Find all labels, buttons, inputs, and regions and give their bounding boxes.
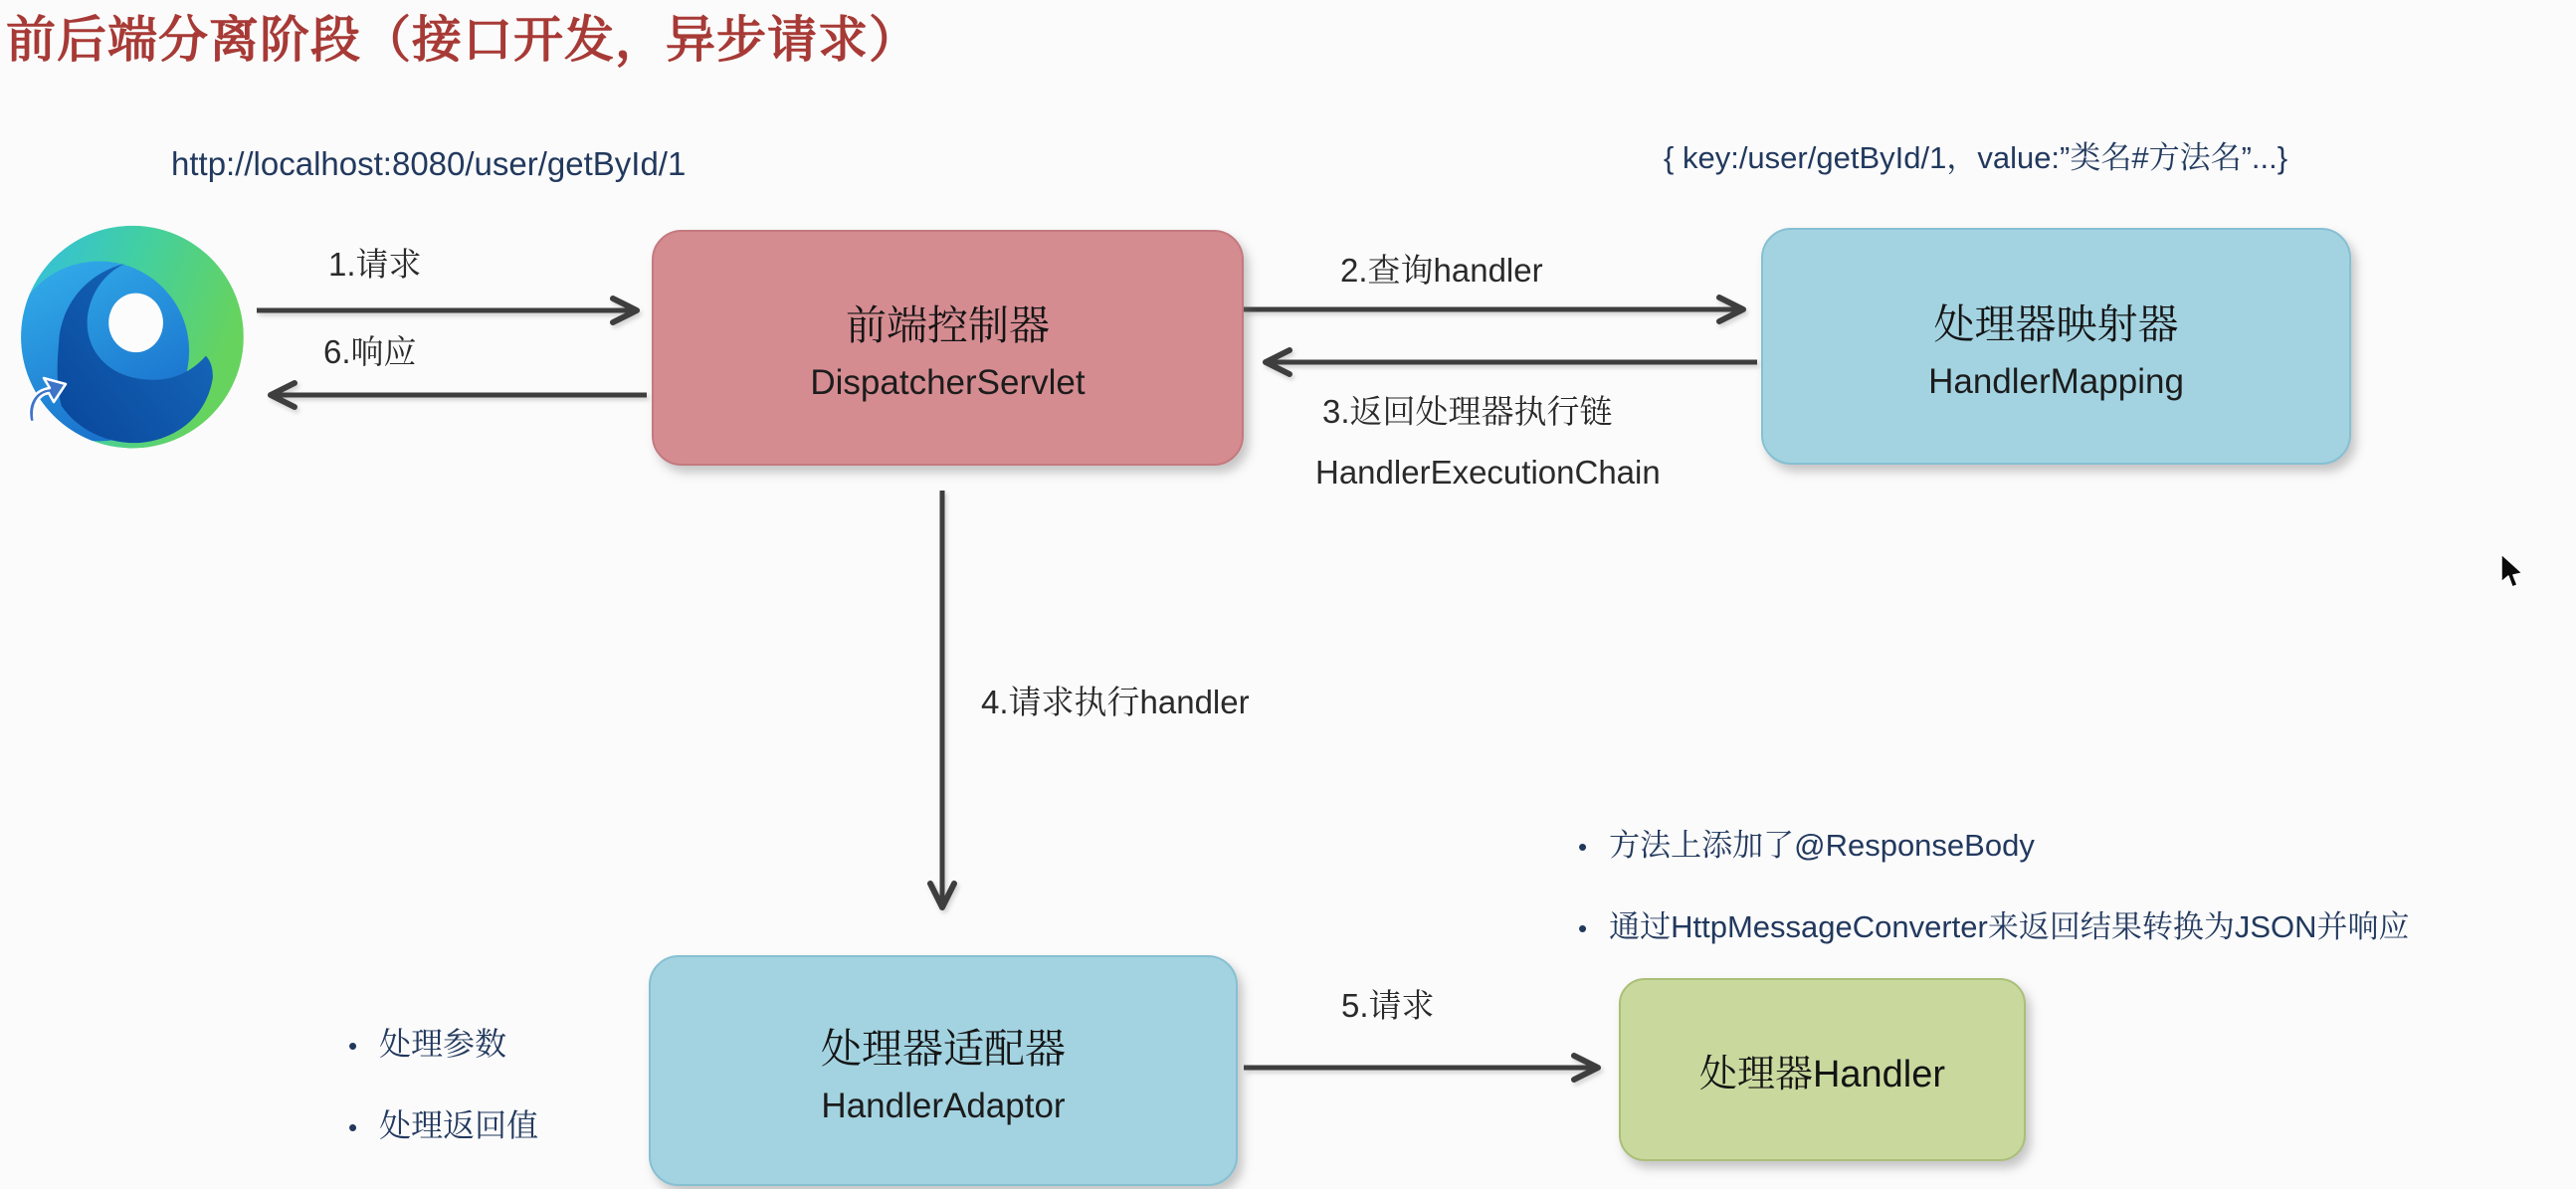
adaptor-notes [348, 1019, 538, 1182]
node-dispatcher-title: 前端控制器 [846, 302, 1050, 348]
mouse-cursor-icon [2499, 553, 2525, 589]
edge-label-return-chain-sub: HandlerExecutionChain [1315, 454, 1661, 491]
edge-label-response: 6.响应 [323, 333, 417, 370]
node-adaptor-title: 处理器适配器 [821, 1025, 1066, 1072]
edge-label-return-chain: 3.返回处理器执行链 [1322, 393, 1613, 430]
shortcut-arrow-icon [22, 374, 68, 424]
edge-label-request-to-handler: 5.请求 [1341, 987, 1435, 1024]
node-mapping-subtitle: HandlerMapping [1928, 361, 2184, 401]
adaptor-note-item: • 处理返回值 [348, 1100, 538, 1146]
node-handler-title: 处理器Handler [1698, 1053, 1946, 1095]
node-handler-mapping [1761, 228, 2351, 465]
request-url-label: http://localhost:8080/user/getById/1 [171, 145, 687, 182]
edge-label-execute-handler: 4.请求执行handler [981, 684, 1250, 720]
edge-label-request: 1.请求 [328, 246, 422, 283]
handler-notes [1578, 820, 2410, 983]
node-dispatcher-servlet [652, 230, 1244, 466]
node-dispatcher-subtitle: DispatcherServlet [810, 363, 1086, 402]
mapping-entry-label: { key:/user/getById/1，value:”类名#方法名”...} [1664, 140, 2288, 175]
handler-note-item: • 方法上添加了@ResponseBody [1578, 820, 2410, 865]
node-handler [1619, 978, 2026, 1161]
node-mapping-title: 处理器映射器 [1933, 300, 2179, 347]
adaptor-note-item: • 处理参数 [348, 1019, 538, 1065]
node-handler-adaptor [649, 955, 1238, 1186]
edge-label-query-handler: 2.查询handler [1340, 252, 1543, 289]
handler-note-item: • 通过HttpMessageConverter来返回结果转换为JSON并响应 [1578, 901, 2410, 946]
page-title: 前后端分离阶段（接口开发，异步请求） [6, 12, 919, 68]
node-adaptor-subtitle: HandlerAdaptor [821, 1086, 1066, 1125]
